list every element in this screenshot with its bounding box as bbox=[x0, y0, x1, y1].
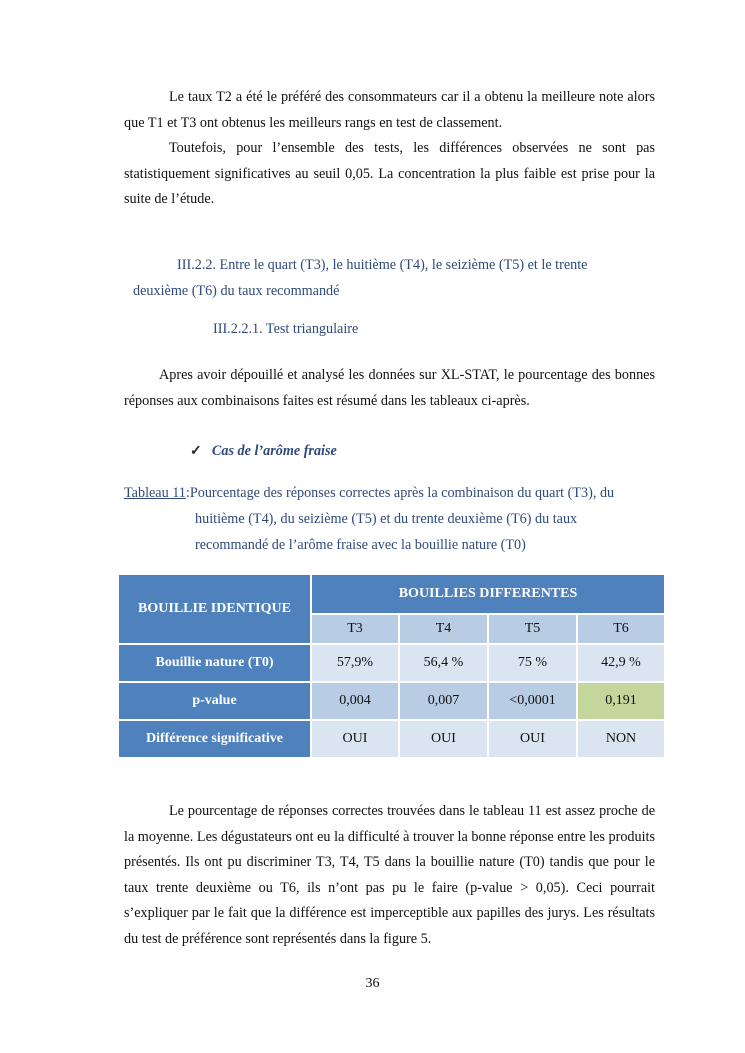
table-caption bbox=[124, 480, 664, 558]
bullet-arome-fraise bbox=[190, 443, 337, 460]
caption-label: Tableau 11 bbox=[124, 485, 186, 501]
table-row bbox=[118, 682, 665, 720]
cell-value: 75 % bbox=[488, 644, 577, 682]
paragraph-pourcentage: Le pourcentage de réponses correctes trouvées dans le tableau 11 est assez proche de la moyenne. Les dégustateurs ont eu la difficulté à trouver la bonne réponse entre les produits présentés. Ils ont pu discriminer T3, T4, T5 dans la bouillie nature (T0) tandis que pour le taux trente deuxième ou T6, ils n’ont pas pu le faire (p-value > 0,05). Ceci pourrait s’expliquer par le fait que la différence est imperceptible aux papilles des jurys. Les résultats du test de préférence sont représentés dans la figure 5. bbox=[124, 803, 655, 947]
table-row bbox=[118, 644, 665, 682]
caption-line-2: huitième (T4), du seizième (T5) et du trente deuxième (T6) du taux bbox=[195, 511, 578, 527]
cell-value-highlighted: 0,191 bbox=[577, 682, 665, 720]
paragraph-taux-t2: Le taux T2 a été le préféré des consommateurs car il a obtenu la meilleure note alors que T1 et T3 ont obtenus les meilleurs rangs en test de classement. bbox=[124, 89, 655, 131]
cell-value: NON bbox=[577, 720, 665, 758]
column-header-t6: T6 bbox=[577, 614, 665, 644]
row-label-bouillie-nature: Bouillie nature (T0) bbox=[118, 644, 311, 682]
bullet-text: Cas de l’arôme fraise bbox=[211, 443, 337, 459]
column-header-t3: T3 bbox=[311, 614, 399, 644]
table-row bbox=[118, 720, 665, 758]
row-label-difference-significative: Différence significative bbox=[118, 720, 311, 758]
checkmark-icon: ✓ bbox=[190, 443, 202, 459]
section-heading-iii-2-2-cont: deuxième (T6) du taux recommandé bbox=[133, 283, 340, 299]
column-header-t4: T4 bbox=[399, 614, 488, 644]
cell-value: OUI bbox=[399, 720, 488, 758]
page-number: 36 bbox=[365, 976, 380, 991]
cell-value: 56,4 % bbox=[399, 644, 488, 682]
cell-value: 0,007 bbox=[399, 682, 488, 720]
results-table bbox=[117, 573, 666, 759]
section-heading-iii-2-2-1: III.2.2.1. Test triangulaire bbox=[213, 321, 359, 337]
cell-value: 0,004 bbox=[311, 682, 399, 720]
section-heading-iii-2-2: III.2.2. Entre le quart (T3), le huitième (T4), le seizième (T5) et le trente bbox=[177, 257, 588, 273]
row-label-p-value: p-value bbox=[118, 682, 311, 720]
cell-value: <0,0001 bbox=[488, 682, 577, 720]
caption-line-1: :Pourcentage des réponses correctes après la combinaison du quart (T3), du bbox=[185, 485, 615, 501]
paragraph-toutefois: Toutefois, pour l’ensemble des tests, les différences observées ne sont pas statistiquement significatives au seuil 0,05. La concentration la plus faible est prise pour la suite de l’étude. bbox=[124, 140, 655, 208]
column-header-t5: T5 bbox=[488, 614, 577, 644]
caption-line-3: recommandé de l’arôme fraise avec la bouillie nature (T0) bbox=[195, 537, 526, 553]
paragraph-xlstat: Apres avoir dépouillé et analysé les données sur XL-STAT, le pourcentage des bonnes réponses aux combinaisons faites est résumé dans les tableaux ci-après. bbox=[124, 367, 655, 409]
cell-value: 57,9% bbox=[311, 644, 399, 682]
table-corner-header: BOUILLIE IDENTIQUE bbox=[118, 574, 311, 644]
cell-value: OUI bbox=[311, 720, 399, 758]
table-group-header: BOUILLIES DIFFERENTES bbox=[311, 574, 665, 614]
cell-value: 42,9 % bbox=[577, 644, 665, 682]
cell-value: OUI bbox=[488, 720, 577, 758]
